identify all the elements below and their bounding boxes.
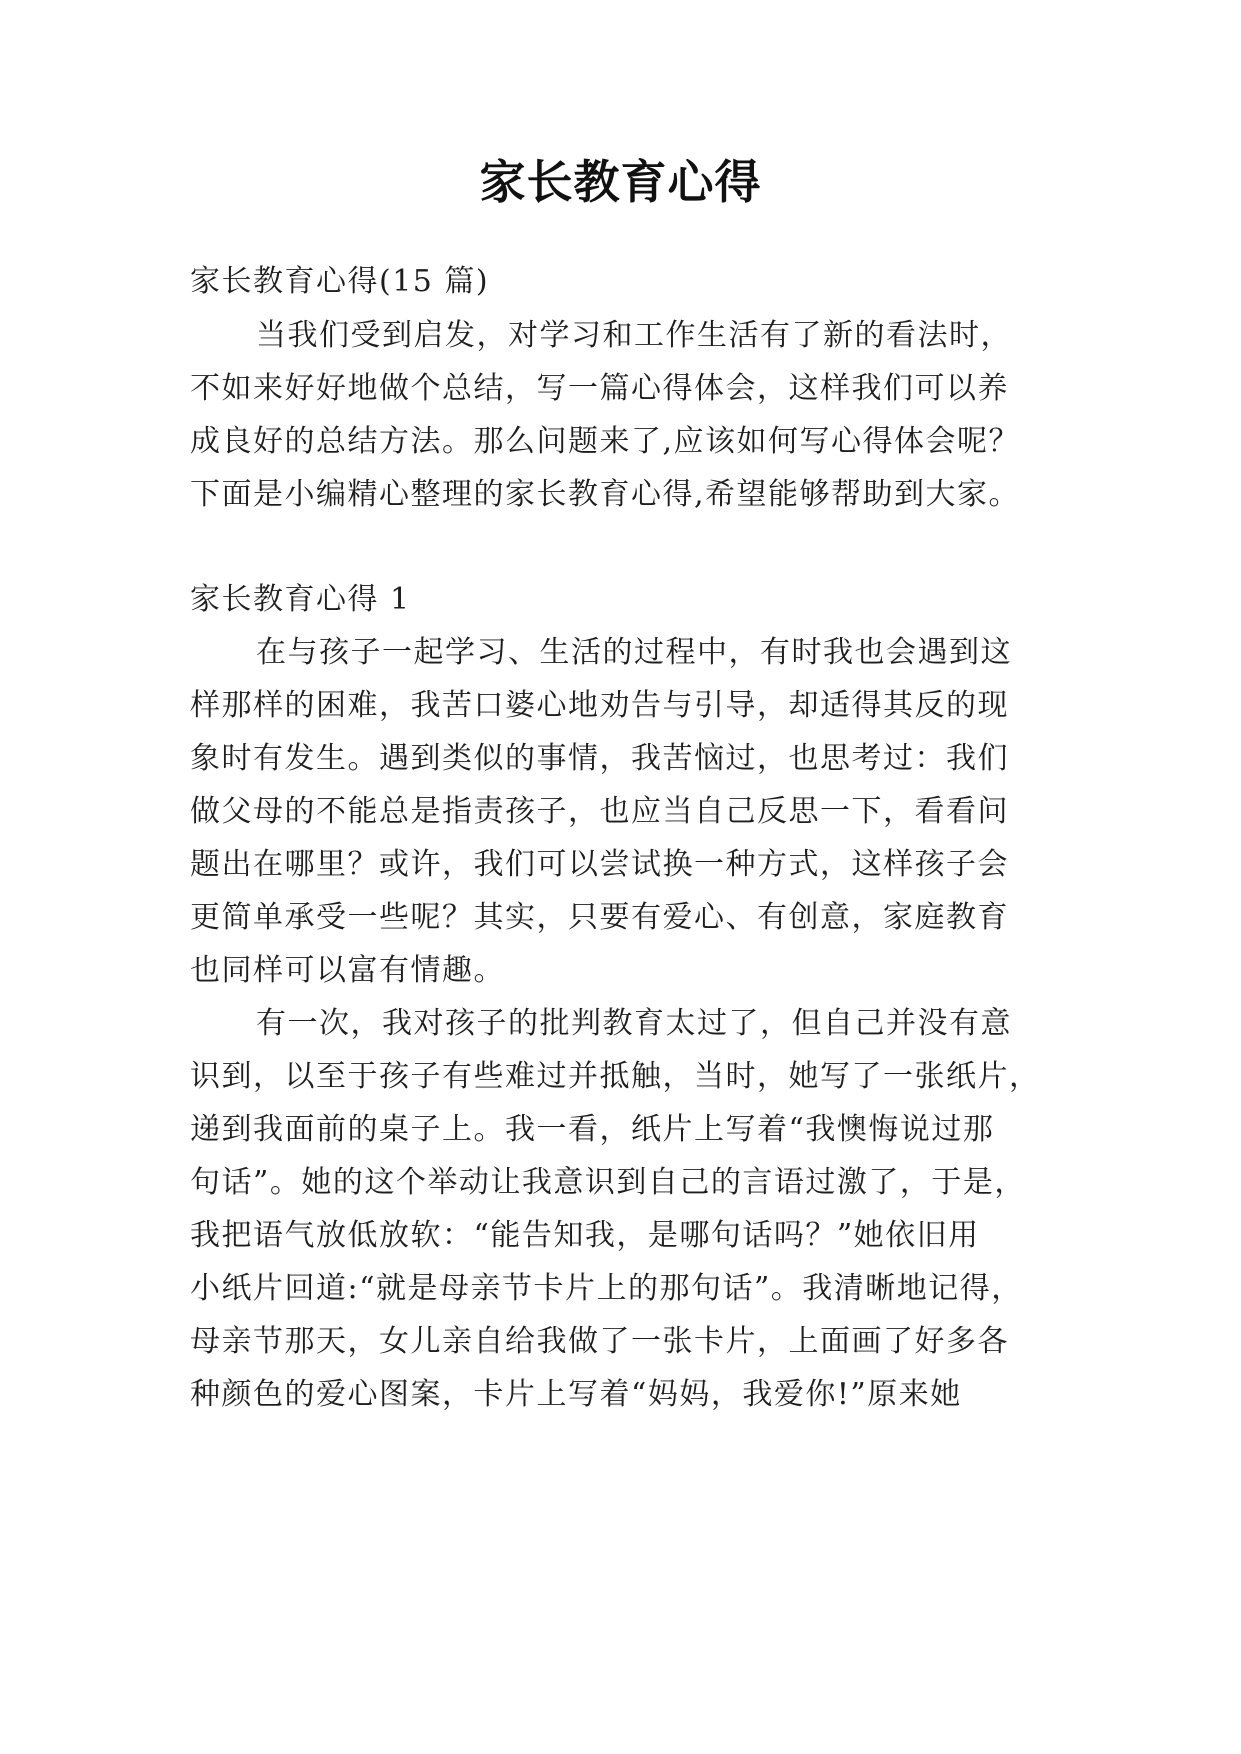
paragraph-line: 更简单承受一些呢？其实，只要有爱心、有创意，家庭教育 [190, 900, 1009, 935]
paragraph-line: 识到，以至于孩子有些难过并抵触，当时，她写了一张纸片， [190, 1059, 1041, 1094]
intro-line: 下面是小编精心整理的家长教育心得,希望能够帮助到大家。 [190, 477, 1021, 512]
paragraph-line: 做父母的不能总是指责孩子，也应当自己反思一下，看看问 [190, 794, 1009, 829]
paragraph-line: 题出在哪里？或许，我们可以尝试换一种方式，这样孩子会 [190, 847, 1009, 882]
paragraph-line: 样那样的困难，我苦口婆心地劝告与引导，却适得其反的现 [190, 688, 1009, 723]
paragraph-line: 种颜色的爱心图案，卡片上写着“妈妈，我爱你!”原来她 [190, 1377, 962, 1412]
section-heading: 家长教育心得 1 [190, 582, 411, 617]
intro-line: 不如来好好地做个总结，写一篇心得体会，这样我们可以养 [190, 371, 1009, 406]
intro-line: 成良好的总结方法。那么问题来了,应该如何写心得体会呢？ [190, 424, 1021, 459]
paragraph-line: 母亲节那天，女儿亲自给我做了一张卡片，上面画了好多各 [190, 1324, 1009, 1359]
paragraph-line: 我把语气放低放软：“能告知我，是哪句话吗？”她依旧用 [190, 1218, 980, 1253]
intro-line: 当我们受到启发，对学习和工作生活有了新的看法时， [256, 318, 1012, 353]
document-subtitle: 家长教育心得(15 篇) [190, 264, 490, 299]
paragraph-line: 在与孩子一起学习、生活的过程中，有时我也会遇到这 [256, 635, 1012, 670]
paragraph-line: 也同样可以富有情趣。 [190, 953, 505, 988]
paragraph-line: 象时有发生。遇到类似的事情，我苦恼过，也思考过：我们 [190, 741, 1009, 776]
paragraph-line: 递到我面前的桌子上。我一看，纸片上写着“我懊悔说过那 [190, 1112, 995, 1147]
paragraph-line: 句话”。她的这个举动让我意识到自己的言语过激了，于是， [190, 1165, 1026, 1200]
document-title: 家长教育心得 [479, 155, 762, 209]
paragraph-line: 小纸片回道:“就是母亲节卡片上的那句话”。我清晰地记得， [190, 1271, 1023, 1306]
paragraph-line: 有一次，我对孩子的批判教育太过了，但自己并没有意 [256, 1006, 1012, 1041]
